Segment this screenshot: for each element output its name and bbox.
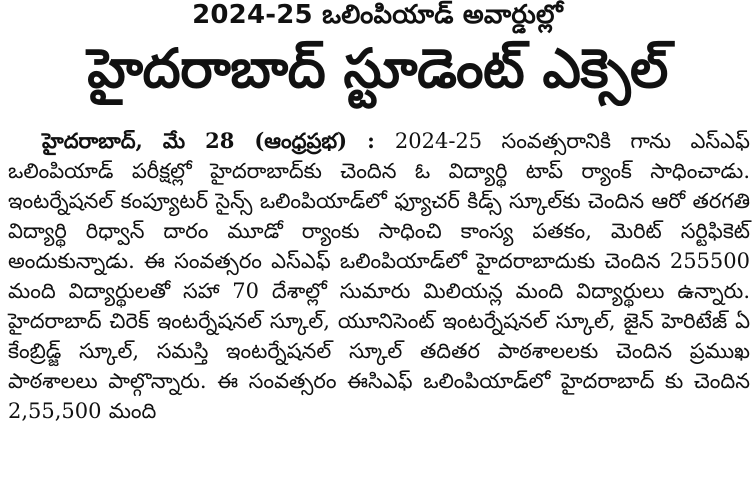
article-kicker: 2024-25 ఒలింపియాడ్ అవార్డుల్లో (192, 0, 563, 30)
article-dateline: హైదరాబాద్, మే 28 (ఆంధ్రప్రభ) : (42, 128, 395, 153)
article-headline: హైదరాబాద్ స్టూడెంట్ ఎక్సెల్ (87, 37, 668, 100)
article-body (8, 126, 750, 426)
article-text: 2024-25 సంవత్సరానికి గాను ఎస్ఎఫ్ ఒలింపియాడ్ పరీక్షల్లో హైదరాబాద్‌కు చెందిన ఓ విద్యార్థి టాప్ ర్యాంక్ సాధించాడు. ఇంటర్నేషనల్ కంప్యూటర్ సైన్స్ ఒలింపియాడ్‌లో ఫ్యూచర్ కిడ్స్ స్కూల్‌కు చెందిన ఆరో తరగతి విద్యార్థి రిధ్వాన్ దారం మూడో ర్యాంకు సాధించి కాంస్య పతకం, మెరిట్ సర్టిఫికెట్ అందుకున్నాడు. ఈ సంవత్సరం ఎస్ఎఫ్ ఒలింపియాడ్‌లో హైదరాబాదుకు చెందిన 255500 మంది విద్యార్థులతో సహా 70 దేశాల్లో సుమారు మిలియన్ల మంది విద్యార్థులు ఉన్నారు. హైదరాబాద్ చిరెక్ ఇంటర్నేషనల్ స్కూల్, యూనిసెంట్ ఇంటర్నేషనల్ స్కూల్, జైన్ హెరిటేజ్ ఏ కేంబ్రిడ్జ్ స్కూల్, సమస్తి ఇంటర్నేషనల్ స్కూల్ తదితర పాఠశాలలకు చెందిన ప్రముఖ పాఠశాలలు పాల్గొన్నారు. ఈ సంవత్సరం ఈసిఎఫ్ ఒలింపియాడ్‌లో హైదరాబాద్ కు చెందిన 2,55,500 మంది (8, 129, 750, 423)
